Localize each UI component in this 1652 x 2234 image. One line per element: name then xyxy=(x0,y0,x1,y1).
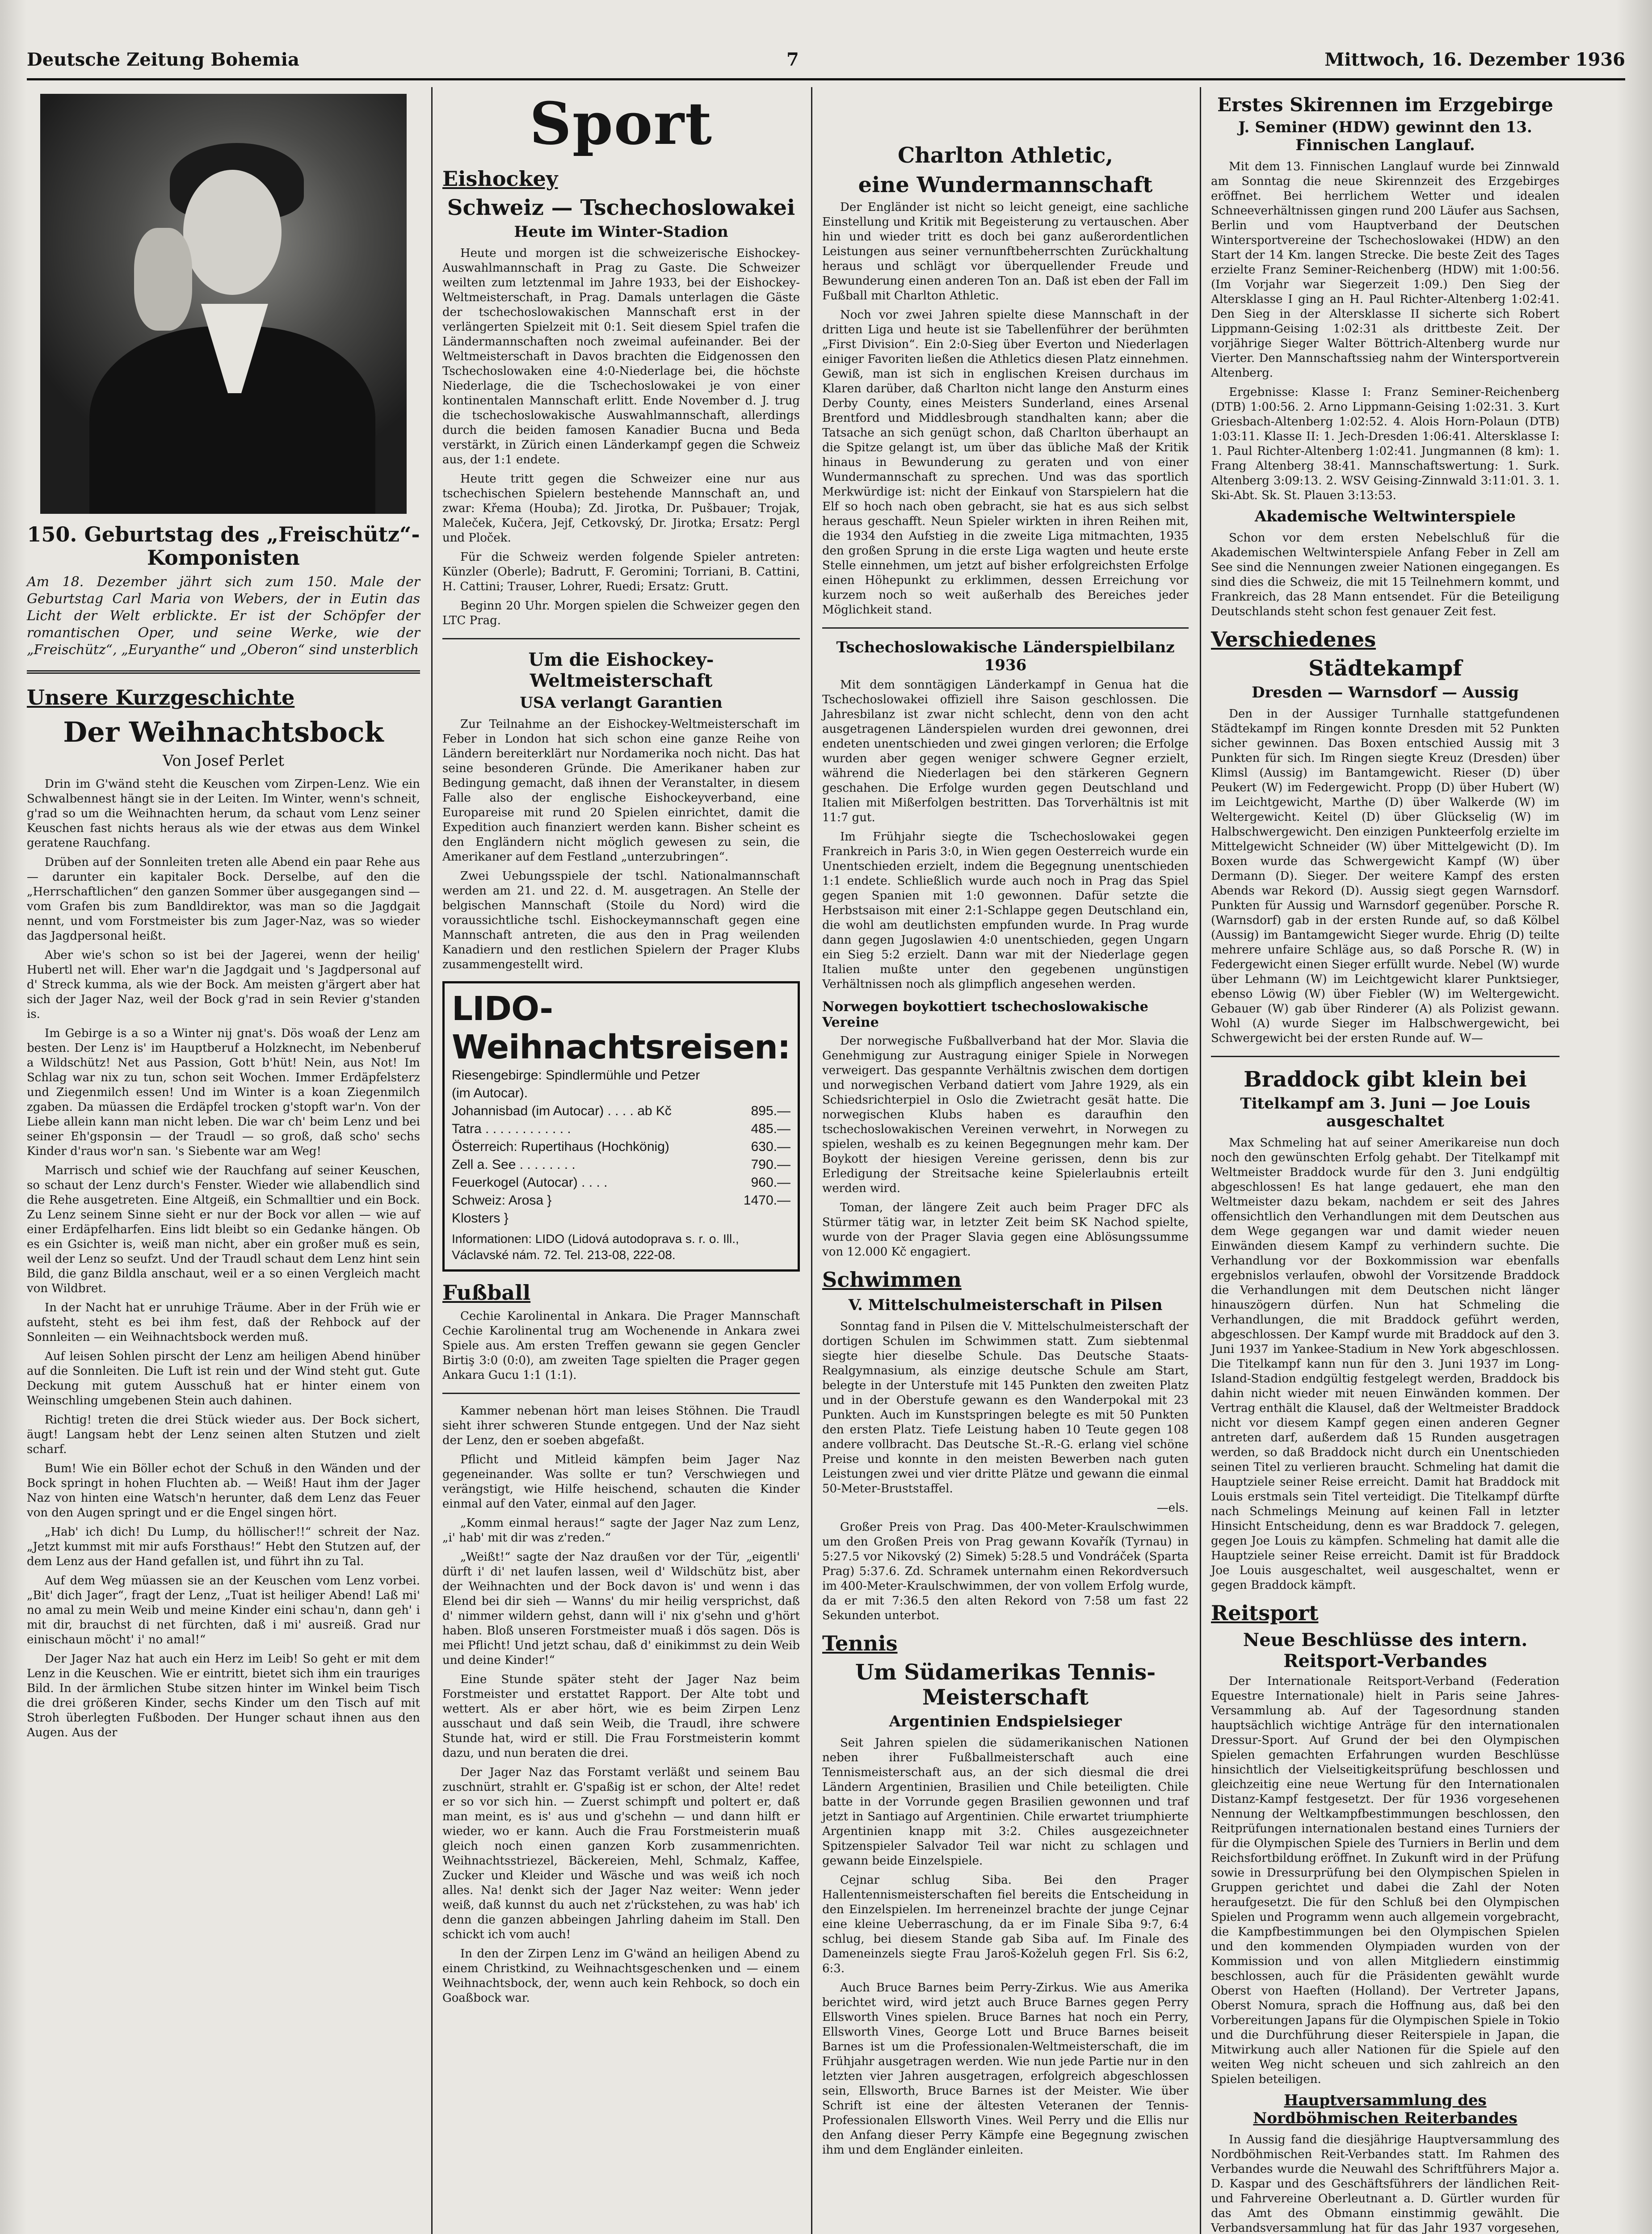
ad-title: LIDO-Weihnachtsreisen: xyxy=(452,990,790,1067)
section-fussball: Fußball xyxy=(442,1281,531,1305)
author-signature: —els. xyxy=(1156,1501,1189,1515)
story-paragraph: Der Jager Naz das Forstamt verläßt und seinem Bau zuschnürt, strahlt er. G'spaßig ist er schon, der Alte! redet er so vor sich hin. — Zuerst schimpft und poltert er, daß man meint, es is' aus und g'schehn — und dann hilft er wieder, wo er kann. Auch die Frau Forstmeisterin muaß gleich noch einen ganzen Korb zusammenrichten. Weihnachtsstriezel, Bäckereien, Mehl, Schmalz, Kaffee, Zucker und Kleider und Wäsche und was weiß ich noch alles. Na! denkt sich der Jager Naz weiter: Wenn jeder weiß, daß kunnst du auch net z'rückstehen, zu was hab' ich denn die ganzen abbeingen Jahrling daheim im Stall. Den schickt ich vom auch! xyxy=(442,1766,800,1941)
story-paragraph: In der Nacht hat er unruhige Träume. Aber in der Früh wie er aufsteht, steht es bei ihm fest, daß der Rehbock auf der Sonnleiten — ein Weihnachtsbock werden muß. xyxy=(27,1301,420,1344)
section-schwimmen: Schwimmen xyxy=(822,1268,962,1292)
story-paragraph: Bum! Wie ein Böller echot der Schuß in den Wänden und der Bock springt in hohen Fluchten ab. — Weiß! Haut ihm der Jager Naz von hinten eine Watsch'n herunter, daß dem Lenz das Feuer von den Augen springt und er die Engel singen hört. xyxy=(27,1462,420,1520)
headline-mittelschulmeisterschaft: V. Mittelschulmeisterschaft in Pilsen xyxy=(848,1296,1163,1314)
column-rule-1 xyxy=(431,87,433,2234)
subheadline-winterstadion: Heute im Winter-Stadion xyxy=(514,223,728,241)
divider xyxy=(442,1393,800,1394)
headline-akademische-spiele: Akademische Weltwinterspiele xyxy=(1254,508,1516,525)
story-paragraph: „Hab' ich dich! Du Lump, du höllischer!!“ schreit der Naz. „Jetzt kummst mit mir aufs Forsthaus!“ Hebt den Stutzen auf, der dem Lenz aus der Hand gefallen ist, und führt ihn zu Tal. xyxy=(27,1525,420,1568)
story-paragraph: Marrisch und schief wie der Rauchfang auf seiner Keuschen, so schaut der Lenz durch's Fenster. Wieder wie allabendlich sind die Rehe ausgetreten. Eine Altgeiß, ein Schmalltier und ein Bock. Zu Lenz seinem Sinne sieht er nur der Bock vor allen — wie auf einer Erdäpfelharfen. Eins lidt bleibt so ein Gedanke hängen. Ob es ein Gsichter is, weiß man nicht, aber ein großer muß es sein, weil der Lenz so seufzt. Und der Traudl schaut dem Lenz hint sein Bild, die ganz Bildla anschaut, weil er a so einen Vergleich macht von Wildbret. xyxy=(27,1164,420,1295)
article-paragraph: Cechie Karolinental in Ankara. Die Prager Mannschaft Cechie Karolinental trug am Wochenende in Ankara zwei Spiele aus. Am ersten Treffen gewann sie gegen Gencler Birtiş 3:0 (0:0), am zweiten Tage spielten die Prager gegen Ankara Gucu 1:1 (1:1). xyxy=(442,1310,800,1382)
ad-row: Tatra . . . . . . . . . . . . 485.— xyxy=(452,1121,790,1136)
subheadline-usa-garantien: USA verlangt Garantien xyxy=(520,694,723,712)
article-paragraph: Toman, der längere Zeit auch beim Prager DFC als Stürmer tätig war, in letzter Zeit beim SK Nachod spielte, wurde von der Prager Slavia gegen eine Ablösungssumme von 12.000 Kč engagiert. xyxy=(822,1201,1189,1259)
masthead-name: Deutsche Zeitung Bohemia xyxy=(27,49,299,70)
article-paragraph: Der Engländer ist nicht so leicht geneigt, eine sachliche Einstellung und Kritik mit Begeisterung zu vertauschen. Aber hin und wieder tritt es doch bei ganz außerordentlichen Leistungen aus seiner vernunftbeherrschten Zurückhaltung heraus und schlägt vor überquellender Freude und Bewunderung einen anderen Ton an. Daß ist eben der Fall im Fußball mit Charlton Athletic. xyxy=(822,201,1189,302)
portrait-caption-title: 150. Geburtstag des „Freischütz“-Komponisten xyxy=(27,522,420,570)
column-3 xyxy=(822,89,1189,2162)
headline-reitsport-verband: Neue Beschlüsse des intern. Reitsport-Verbandes xyxy=(1243,1629,1528,1671)
divider xyxy=(822,627,1189,629)
story-body xyxy=(27,777,420,1740)
story-continuation xyxy=(442,1404,800,2006)
subheadline-argentinien: Argentinien Endspielsieger xyxy=(889,1713,1122,1730)
article-paragraph: Zwei Uebungsspiele der tschl. Nationalmannschaft werden am 21. und 22. d. M. ausgetragen. An Stelle der belgischen Mannschaft (Stoile du Nord) wird die voraussichtliche tschl. Eishockeymannschaft gegen eine Mannschaft antreten, die aus den in Prag weilenden Kanadiern und den restlichen Spielern der Prager Klubs zusammengestellt wird. xyxy=(442,869,800,971)
story-paragraph: Der Jager Naz hat auch ein Herz im Leib! So geht er mit dem Lenz in die Keuschen. Wie er eintritt, bietet sich ihm ein trauriges Bild. In der ärmlichen Stube sitzen hinter im Winkel beim Tisch die drei größeren Kinder, sechs Kinder um den Tisch auf mit Stroh überlegten Fußboden. Der Hunger schaut ihnen aus den Augen. Aus der xyxy=(27,1652,420,1739)
article-paragraph: Beginn 20 Uhr. Morgen spielen die Schweizer gegen den LTC Prag. xyxy=(442,599,800,627)
story-paragraph: Pflicht und Mitleid kämpfen beim Jager Naz gegeneinander. Was sollte er tun? Verschwiegen und verängstigt, wie Hilfe heischend, schauten die Kinder einmal auf den Vater, einmal auf den Jager. xyxy=(442,1453,800,1511)
running-header xyxy=(27,49,1625,80)
headline-skirennen: Erstes Skirennen im Erzgebirge xyxy=(1217,94,1553,116)
ad-row: Feuerkogel (Autocar) . . . . 960.— xyxy=(452,1175,790,1190)
article-paragraph: Sonntag fand in Pilsen die V. Mittelschulmeisterschaft der dortigen Schulen im Schwimmen statt. Zum siebtenmal siegte hier dieselbe Schule. Das Deutsche Staats-Realgymnasium, als einzige deutsche Schule am Start, belegte in der Unterstufe mit 145 Punkten den zweiten Platz und in der Oberstufe gewann es den Wanderpokal mit 23 Punkten. Auch im Kunstspringen belegte es mit 50 Punkten den ersten Platz. Tiefe Leistung haben 10 Teute gegen 108 andere vollbracht. Das Deutsche St.-R.-G. erlang viel schöne Preise und konnte in den meisten Bewerben nach guten Leistungen zwei und vier dritte Plätze und gewann die einmal 50-Meter-Bruststaffel. xyxy=(822,1320,1189,1495)
headline-hauptversammlung: Hauptversammlung des Nordböhmischen Reiterbandes xyxy=(1253,2091,1517,2127)
results-paragraph: Ergebnisse: Klasse I: Franz Seminer-Reichenberg (DTB) 1:00:56. 2. Arno Lippmann-Geising 1:02:31. 3. Kurt Griesbach-Altenberg 1:02:52. 4. Alois Horn-Polaun (DTB) 1:03:11. Klasse II: 1. Jech-Dresden 1:06:41. Altersklasse I: 1. Paul Richter-Altenberg 1:02:41. Jungmannen (8 km): 1. Frang Altenberg 38:41. Mannschaftswertung: 1. Surk. Altenberg 3:09:13. 2. WSV Geising-Zinnwald 3:11:01. 3. 1. Ski-Abt. Sk. St. Plauen 3:13:53. xyxy=(1211,386,1560,502)
headline-braddock: Braddock gibt klein bei xyxy=(1244,1067,1527,1092)
portrait-caption: Am 18. Dezember jährt sich zum 150. Male der Geburtstag Carl Maria von Webers, der in Eutin das Licht der Welt erblickte. Er ist der Schöpfer der romantischen Oper, und seine Werke, wie der „Freischütz“, „Euryanthe“ und „Oberon“ sind unsterblich xyxy=(27,574,420,658)
subheadline-dresden-warnsdorf-aussig: Dresden — Warnsdorf — Aussig xyxy=(1252,684,1519,701)
divider xyxy=(27,670,420,674)
story-paragraph: Auf dem Weg müassen sie an der Keuschen vom Lenz vorbei. „Bit' dich Jager“, fragt der Lenz, „Tuat ist heiliger Abend! Laß mi' no amal zu mein Weib und meine Kinder eini schau'n, dann geh' i mit dir, brauchst di net fürchten, daß i mi' ausreiß. Grad nur einischaun möcht' i' no amal!“ xyxy=(27,1574,420,1646)
ad-row: Österreich: Rupertihaus (Hochkönig) 630.— xyxy=(452,1139,790,1154)
article-paragraph: Cejnar schlug Siba. Bei den Prager Hallentennismeisterschaften fiel bereits die Entscheidung in den Einzelspielen. Im herreneinzel brachte der junge Cejnar eine kleine Ueberraschung, da er im Finale Siba 9:7, 6:4 schlug, bei diesem Stande gab Siba auf. Im Finale des Dameneinzels siegte Frau Jaroš-Koželuh gegen Frl. Sis 6:2, 6:3. xyxy=(822,1873,1189,1975)
section-kurzgeschichte: Unsere Kurzgeschichte xyxy=(27,685,295,710)
section-tennis: Tennis xyxy=(822,1631,898,1655)
ad-info: Informationen: LIDO (Lidová autodoprava s. r. o. Ill., Václavské nám. 72. Tel. 213-08, 222-08. xyxy=(452,1232,739,1262)
story-paragraph: Eine Stunde später steht der Jager Naz beim Forstmeister und erstattet Rapport. Der Alte tobt und wettert. Als er aber hört, wie es beim Zirpen Lenz ausschaut und daß sein Weib, die Traudl, ihre schwere Stunde hat, wird er still. Die Frau Forstmeisterin kommt dazu, und nun beraten die drei. xyxy=(442,1673,800,1760)
subheadline-seminer: J. Seminer (HDW) gewinnt den 13. Finnischen Langlauf. xyxy=(1238,118,1532,154)
article-paragraph: In Aussig fand die diesjährige Hauptversammlung des Nordböhmischen Reit-Verbandes statt. Im Rahmen des Verbandes wurde die Neuwahl des Schriftführers Major a. D. Kaspar und des Geschäftsführers der ländlichen Reit- und Fahrvereine Oberleutnant a. D. Gürtler wurden für das Amt des Obmann einstimmig gewählt. Die Verbandsversammlung hat für das Jahr 1937 vorgesehen, xyxy=(1211,2133,1560,2234)
headline-eishockey-wm: Um die Eishockey-Weltmeisterschaft xyxy=(528,649,714,691)
story-paragraph: Im Gebirge is a so a Winter nij gnat's. Dös woaß der Lenz am besten. Der Lenz is' im Hauptberuf a Holzknecht, im Nebenberuf a Wildschütz! Net aus Passion, Gott b'hüt! Nein, aus Not! Im Schlag war nix zu tun, schon seit Wochen. Immer Erdäpfelsterz und Ziegenmilch essen! Und im Winter is a koan Ziegenmilch zgaben. Da müassen die Erdäpfel trocken g'stopft war'n. Von der Liebe allein kann man nicht leben. Die war ch' beim Lenz und bei seiner Eh'gsponsin — der Traudl — so groß, daß scho' sechs Kinder d'raus wor'n san. 's Siebente war am Weg! xyxy=(27,1027,420,1158)
story-paragraph: Drin im G'wänd steht die Keuschen vom Zirpen-Lenz. Wie ein Schwalbennest hängt sie in der Leiten. Im Winter, wenn's schneit, g'rad so um die Weihnachten herum, da schaut vom Lenz seiner Keuschen fast nichts heraus als wie der etwas aus dem Winkel geratene Rauchfang. xyxy=(27,777,420,850)
story-paragraph: Richtig! treten die drei Stück wieder aus. Der Bock sichert, äugt! Langsam hebt der Lenz seinen alten Stutzen und zielt scharf. xyxy=(27,1413,420,1456)
story-title: Der Weihnachtsbock xyxy=(63,716,384,748)
article-paragraph: Im Frühjahr siegte die Tschechoslowakei gegen Frankreich in Paris 3:0, in Wien gegen Oesterreich wurde ein Unentschieden erzielt, indem die Begegnung unentschieden 1:1 endete. Schließlich wurde auch noch in Prag das Spiel gegen Spanien mit 1:0 gewonnen. Dafür setzte die Herbstsaison mit einer 2:1-Schlappe gegen Deutschland ein, die wohl am deutlichsten empfunden wurde. In Prag wurde dann gegen Jugoslawien 4:0 unentschieden, gegen Ungarn ein Sieg 5:2 erzielt. Dann war mit der Niederlage gegen Italien mußte unter den gegebenen ungünstigen Verhältnissen noch als glimpflich angesehen werden. xyxy=(822,830,1189,991)
column-rule-3 xyxy=(1200,87,1201,2234)
story-byline: Von Josef Perlet xyxy=(162,752,285,770)
story-paragraph: Kammer nebenan hört man leises Stöhnen. Die Traudl sieht ihrer schweren Stunde entgegen. Und der Naz sieht der Lenz, den er soeben abgefaßt. xyxy=(442,1404,800,1447)
article-paragraph: Zur Teilnahme an der Eishockey-Weltmeisterschaft im Feber in London hat sich schon eine ganze Reihe von Ländern bereiterklärt nur Nordamerika noch nicht. Das hat seine besonderen Gründe. Die Amerikaner haben zur Bedingung gemacht, daß ihnen der Veranstalter, in diesem Falle also der englische Eishockeyverband, eine Europareise mit rund 20 Spielen einrichtet, damit die Expedition auch finanziert werden kann. Bisher scheint es den Engländern nicht möglich gewesen zu sein, die Amerikaner auf dem Festland „unterzubringen“. xyxy=(442,718,800,864)
story-paragraph: In den der Zirpen Lenz im G'wänd an heiligen Abend zu einem Christkind, zu Weihnachtsgeschenken und — einem Weihnachtsbock, der, wenn auch kein Rehbock, so doch ein Goaßbock war. xyxy=(442,1947,800,2005)
story-paragraph: „Weißt!“ sagte der Naz draußen vor der Tür, „eigentli' dürft i' di' net laufen lassen, weil d' Wildschütz bist, aber der Weihnachten und der Bock davon is' und wenn i das Elend bei dir sieh — Wanns' du mir heilig versprichst, daß d' nimmer wildern gehst, dann will i' nix g'sehn und g'hört haben. Bloß unseren Forstmeister muaß i dös sagen. Dös is mei Pflicht! Und jetzt schau, daß d' einikimmst zu dein Weib und deine Kinder!“ xyxy=(442,1550,800,1667)
article-paragraph: Der Internationale Reitsport-Verband (Federation Equestre Internationale) hielt in Paris seine Jahres-Versammlung ab. Auf der Tagesordnung standen hauptsächlich wichtige Anträge für den internationalen Dressur-Sport. Auf Grund der bei den Olympischen Spielen gemachten Erfahrungen wurden Beschlüsse hinsichtlich der Vielseitigkeitsprüfung beschlossen und gleichzeitig eine neue Wertung für den Internationalen Distanz-Kampf festgesetzt. Der für 1936 vorgesehenen Nennung der Weltkampfbestimmungen beschlossen, den Reitprüfungen internationalen bestand eines Turniers der für die Olympischen Spiele des Turniers in Berlin und dem Reichsfortbildung eröffnet. In Zukunft wird in der Prüfung sowie in Dressurprüfung bei den Olympischen Spielen in Gruppen gerichtet und dabei die Zahl der Noten heraufgesetzt. Die für den Schluß bei den Olympischen Spielen und Programm wenn auch allgemein vorgebracht, die Kampfbestimmungen bei den Olympischen Spielen und den kommenden Olympiaden wurden von der Kommission und von allen Mitgliedern einstimmig beschlossen, auch für die Präsidenten gewählt wurde Oberst von Haeften (Holland). Der Vertreter Japans, Oberst Nomura, sprach die Hoffnung aus, daß bei den Vorbereitungen Japans für die Olympischen Spiele in Tokio und die Durchführung dieser Reiterspiele in Japan, die Mitwirkung auch aller Nationen für die Spiele auf den weiten Weg nicht scheuen und sich zahlreich an den Spielen beteiligen. xyxy=(1211,1675,1560,2086)
article-paragraph: Den in der Aussiger Turnhalle stattgefundenen Städtekampf im Ringen konnte Dresden mit 52 Punkten sicher gewinnen. Das Boxen entschied Aussig mit 3 Punkten für sich. Im Ringen siegte Kreuz (Dresden) über Klimsl (Aussig) im Bantamgewicht. Rieser (D) über Peukert (W) im Federgewicht. Propp (D) über Hubert (W) im Leichtgewicht, Marthe (D) über Walkerde (W) im Weltergewicht. Keitel (D) über Glückselig (W) im Halbschwergewicht. Den einzigen Punkteerfolg erzielte im Mittelgewicht Schneider (W) über Mittelgewicht (D). Im Boxen wurde das Schwergewicht Kampf (W) über Dermann (D). Sieger. Der weitere Kampf des ersten Abends war Rekord (D). Aussig siegt gegen Warnsdorf. Punkten für Aussig und Warnsdorf gegenüber. Porsche R. (Warnsdorf) gab in der ersten Runde auf, so daß Kölbel (Aussig) im Bantamgewicht Sieger wurde. Ehrig (D) teilte mehrere unfaire Schläge aus, so daß Porsche R. (W) in Federgewicht einen Sieger erfüllt wurde. Nebel (W) wurde über Lehmann (W) im Leichtgewicht klarer Punktsieger, ebenso Löwig (W) über Fiebler (W) im Weltergewicht. Gebauer (W) gab über Rinderer (A) als Polizist gewann. Wohl (A) wurde Sieger im Halbschwergewicht, bei Schwergewicht bei der ersten Runde auf. W— xyxy=(1211,707,1560,1045)
scan-edge-left xyxy=(0,0,27,2234)
article-paragraph: Mit dem 13. Finnischen Langlauf wurde bei Zinnwald am Sonntag die neue Skirennzeit des Erzgebirges eröffnet. Bei herrlichem Wetter und idealen Schneeverhältnissen gingen rund 200 Läufer aus Sachsen, Berlin und vom Hauptverband der Deutschen Wintersportvereine der Tschechoslowakei (HDW) an den Start der 14 Km. langen Strecke. Die beste Zeit des Tages erzielte Franz Seminer-Reichenberg (HDW) mit 1:00:56. (Im Vorjahr war Siegerzeit 1:09.) Den Sieg der Altersklasse I ging an H. Paul Richter-Altenberg 1:02:41. Den Sieg in der Altersklasse II sicherte sich Robert Lippmann-Geising 1:02:31 als drittbeste Zeit. Der vorjährige Sieger Walter Böttrich-Altenberg wurde nur Vierter. Den Mannschaftssieg nahm der Wintersportverein Altenberg. xyxy=(1211,160,1560,380)
ad-row: Johannisbad (im Autocar) . . . . ab Kč 895.— xyxy=(452,1104,790,1118)
divider xyxy=(442,638,800,639)
headline-charlton: Charlton Athletic, xyxy=(897,143,1114,168)
article-paragraph: Der norwegische Fußballverband hat der Mor. Slavia die Genehmigung zur Austragung einiger Spiele in Norwegen verweigert. Das gespannte Verhältnis zwischen dem dortigen und norwegischen Verband datiert vom Jahre 1929, als ein Schiedsrichterpiel in Oslo die Zwietracht gesät hatte. Die norwegischen Klubs haben es daraufhin den tschechoslowakischen Vereinen verwehrt, in Norwegen zu spielen, weshalb es zu keinen Begegnungen mehr kam. Der Boykott der hiesigen Vereine gerissen, denn bis zur Erledigung der Streitsache keine Spielerlaubnis erteilt werden wird. xyxy=(822,1034,1189,1195)
article-paragraph: Mit dem sonntägigen Länderkampf in Genua hat die Tschechoslowakei offiziell ihre Saison geschlossen. Die Jahresbilanz ist zwar nicht schlecht, denn von den acht ausgetragenen Länderspielen wurden drei gewonnen, drei endeten unentschieden und zwei gingen verloren; die Erfolge wurden aber gegen weniger schwere Gegner erzielt, während die Niederlagen bei den stärkeren Gegnern geschahen. Die Erfolge wurden gegen Deutschland und Italien mit Mißerfolgen bestritten. Das Torverhältnis ist mit 11:7 gut. xyxy=(822,678,1189,824)
header-rule xyxy=(27,78,1625,80)
article-paragraph: Schon vor dem ersten Nebelschluß für die Akademischen Weltwinterspiele Anfang Feber in Zell am See sind die Nennungen zweier Nationen eingegangen. Es sind dies die Schweiz, die mit 15 Teilnehmern kommt, und Frankreich, das 28 Mann entsendet. Für die Beteiligung Deutschlands steht schon fest genauer Zeit fest. xyxy=(1211,531,1560,618)
article-paragraph: Auch Bruce Barnes beim Perry-Zirkus. Wie aus Amerika berichtet wird, wird jetzt auch Bruce Barnes gegen Perry Ellsworth Vines spielen. Bruce Barnes hat noch ein Perry, Ellsworth Vines, George Lott und Bruce Barnes beiseit Barnes ist um die Professionalen-Weltmeisterschaft, die im Frühjahr ausgetragen werden. Wie nun jede Partie nur in den letzten vier Jahren ausgetragen, erfolgreich abgeschlossen sein, Ellsworth, Bruce Barnes ist der Meister. Wie über Schrift ist eine der ältesten Veteranen der Tennis-Professionalen Ellsworth Vines. Weil Perry und die Ellis nur den Anfang dieser Perry Kämpfe eine Begegnung zwischen ihm und dem Engländer einleiten. xyxy=(822,1981,1189,2157)
ad-row: Zell a. See . . . . . . . . 790.— xyxy=(452,1157,790,1172)
headline-suedamerika-tennis: Um Südamerikas Tennis-Meisterschaft xyxy=(855,1660,1156,1710)
weber-portrait xyxy=(40,94,407,514)
lido-advertisement xyxy=(442,981,800,1272)
headline-laenderspielbilanz: Tschechoslowakische Länderspielbilanz 1936 xyxy=(836,638,1175,674)
subheadline-wundermannschaft: eine Wundermannschaft xyxy=(858,172,1153,197)
issue-date: Mittwoch, 16. Dezember 1936 xyxy=(1324,49,1625,70)
ad-row: Riesengebirge: Spindlermühle und Petzer (im Autocar). xyxy=(452,1068,700,1100)
story-paragraph: Drüben auf der Sonnleiten treten alle Abend ein paar Rehe aus — darunter ein kapitaler Bock. Derselbe, auf den die „Herrschaftlichen“ den ganzen Sommer über ausgegangen sind — vom Grafen bis zum Bandldirektor, was man so die Jagdgait nennt, und vom Forstmeister bis zum Jager-Naz, was so wieder das Jagdpersonal heißt. xyxy=(27,856,420,943)
column-4 xyxy=(1211,89,1560,2234)
column-1 xyxy=(27,89,420,1745)
article-paragraph: Max Schmeling hat auf seiner Amerikareise nun doch noch den gewünschten Erfolg gehabt. Der Titelkampf mit Weltmeister Braddock wurde für den 3. Juni endgültig abgeschlossen! Es hat lange gedauert, ehe man den Weltmeister dazu bekam, nachdem er seit des Jahres offensichtlich den Verhandlungen mit dem Deutschen aus dem Wege gegangen war und damit wieder neuen Einwänden diesem Kampf zu verhindern suchte. Die Verhandlung vor der Boxkommission war ebenfalls ergebnislos verlaufen, obwohl der Vorsitzende Braddock die Verhandlungen mit dem Deutschen nicht länger hinauszögern dürfen. Nun hat Schmeling die Verhandlungen, die mit Braddock geführt werden, abgeschlossen. Der Kampf wurde mit Braddock auf den 3. Juni 1937 im Yankee-Stadium in New York abgeschlossen. Die Titelkampf kann nun für den 3. Juni 1937 im Long-Island-Stadion endgültig festgelegt werden, Braddock bis dahin nicht wieder mit neuen Einwänden kommen. Der Vertrag enthält die Klausel, daß der Weltmeister Braddock nicht vor diesem Kampf gegen einen anderen Gegner antreten darf, außerdem daß 15 Runden ausgetragen werden, so daß Braddock nicht durch ein Unentschieden seinen Titel zu verlieren braucht. Schmeling hat damit die Hauptziele seiner Reise erreicht. Damit hat Braddock mit Louis erstmals sein Titel verteidigt. Die Titelkampf dürfte nach Schmelings Meinung auf keinen Fall in letzter Hinsicht Entscheidung, denn es war Braddock 7. gelegen, gegen Joe Louis zu kämpfen. Schmeling hat damit alle die Hauptziele seiner Reise erreicht. Damit ist für Braddock Joe Louis ausgeschaltet, weil ausgeschaltet, wenn er gegen Braddock kämpft. xyxy=(1211,1136,1560,1592)
article-paragraph: Noch vor zwei Jahren spielte diese Mannschaft in der dritten Liga und heute ist sie Tabellenführer der berühmten „First Division“. Ein 2:0-Sieg über Everton und Niederlagen einiger Favoriten ließen die Athletics diesen Platz einnehmen. Gewiß, man ist sich in englischen Kreisen durchaus im Klaren darüber, daß Charlton nicht lange den Ansturm eines Derby County, eines Meisters Sunderland, eines Arsenal Brentford und Middlesbrough standhalten kann; aber die Tatsache an sich genügt schon, daß Charlton überhaupt an die Spitze gelangt ist, um über das übliche Maß der Kritik hinaus in Bewunderung zu geraten und von einer Wundermannschaft zu sprechen. Und was das sportlich Merkwürdige ist: nicht der Einkauf von Starspielern hat die Elf so hoch nach oben gebracht, sie hat es aus sich selbst heraus geschafft. Neun Spieler wirkten in ihren Reihen mit, die 1934 den Aufstieg in die zweite Liga mitmachten, 1935 den großen Sprung in die erste Liga wagten und heute erste Stelle einnehmen, um jetzt auf bisher erfolgreichsten Erfolge einen Höhepunkt zu erklimmen, dessen Erreichung vor kurzem noch so weit außerhalb des Bereiches jeder Möglichkeit stand. xyxy=(822,308,1189,617)
article-paragraph: Heute und morgen ist die schweizerische Eishockey-Auswahlmannschaft in Prag zu Gaste. Die Schweizer weilten zum letztenmal im Jahre 1933, bei der Eishockey-Weltmeisterschaft, in Prag. Damals unterlagen die Gäste der tschechoslowakischen Mannschaft erst in der verlängerten Spielzeit mit 0:1. Seit diesem Spiel trafen die Ländermannschaften noch zweimal aufeinander. Bei der Weltmeisterschaft in Davos brachten die Eidgenossen den Tschechoslowaken eine 4:0-Niederlage bei, die höchste Niederlage, die die Tschechoslowakei je von einer kontinentalen Mannschaft erlitt. Ende November d. J. trug die tschechoslowakische Auswahlmannschaft, allerdings durch die beiden famosen Kanadier Bucna und Beda verstärkt, in Zürich einen Länderkampf gegen die Schweiz aus, der 1:1 endete. xyxy=(442,247,800,466)
story-paragraph: „Komm einmal heraus!“ sagte der Jager Naz zum Lenz, „i' hab' mit dir was z'reden.“ xyxy=(442,1516,800,1545)
section-eishockey: Eishockey xyxy=(442,167,558,191)
story-paragraph: Aber wie's schon so ist bei der Jagerei, wenn der heilig' Hubertl net will. Eher war'n die Jagdgait und 's Jagdpersonal auf d' Streck kumma, als wie der Bock. Am meisten g'ärgert aber hat sich der Jager Naz, weil der Bock g'rad in sein Revier g'standen is. xyxy=(27,949,420,1021)
divider xyxy=(1211,1056,1560,1057)
ad-row: Klosters } xyxy=(452,1211,509,1226)
article-paragraph: Großer Preis von Prag. Das 400-Meter-Kraulschwimmen um den Großen Preis von Prag gewann Kovařík (Tyrnau) in 5:27.5 vor Nikovský (2) Simek) 5:28.5 und Vondráček (Sparta Prag) 5:37.6. Zd. Schramek unternahm einen Rekordversuch im 400-Meter-Kraulschwimmen, der von vollem Erfolg wurde, da er mit 7:36.5 den alten Rekord von 7:58 um fast 22 Sekunden unterbot. xyxy=(822,1520,1189,1622)
column-2 xyxy=(442,89,800,2010)
column-rule-2 xyxy=(811,87,812,2234)
headline-schweiz-csr: Schweiz — Tschechoslowakei xyxy=(447,195,795,220)
section-reitsport: Reitsport xyxy=(1211,1601,1319,1625)
article-paragraph: Heute tritt gegen die Schweizer eine nur aus tschechischen Spielern bestehende Mannschaft an, und zwar: Křema (Houba); Zd. Jirotka, Dr. Pušbauer; Trojak, Maleček, Kučera, Jejf, Cetkovský, Dr. Jirotka; Ersatz: Pergl und Ploček. xyxy=(442,472,800,545)
ad-row: Schweiz: Arosa } 1470.— xyxy=(452,1193,790,1208)
article-paragraph: Seit Jahren spielen die südamerikanischen Nationen neben ihrer Fußballmeisterschaft auch eine Tennismeisterschaft aus, an der sich diesmal die drei Ländern Argentinien, Brasilien und Chile beteiligten. Chile batte in der Vorrunde gegen Brasilien gewonnen und traf jetzt in Santiago auf Argentinien. Chile erwartet triumphierte Argentinien knapp mit 3:2. Chiles ausgezeichneter Spitzenspieler Salvador Teil war nicht zu schlagen und gewann beide Einzelspiele. xyxy=(822,1736,1189,1868)
scan-edge-right xyxy=(1616,0,1652,2234)
section-verschiedenes: Verschiedenes xyxy=(1211,627,1376,651)
article-paragraph: Für die Schweiz werden folgende Spieler antreten: Künzler (Oberle); Badrutt, F. Geromini; Torriani, B. Cattini, H. Cattini; Trauser, Lohrer, Ruedi; Ersatz: Grutt. xyxy=(442,550,800,593)
page-number: 7 xyxy=(786,49,799,70)
sport-section-title: Sport xyxy=(529,89,713,158)
headline-norwegen: Norwegen boykottiert tschechoslowakische Vereine xyxy=(822,999,1148,1030)
story-paragraph: Auf leisen Sohlen pirscht der Lenz am heiligen Abend hinüber auf die Sonnleiten. Die Luft ist rein und der Wind steht gut. Gute Deckung mit gutem Ausschuß hat er hinter einem von Weinschling umgebenen Stein auch dahinen. xyxy=(27,1350,420,1407)
subheadline-titelkampf: Titelkampf am 3. Juni — Joe Louis ausgeschaltet xyxy=(1240,1095,1530,1130)
headline-staedtekampf: Städtekampf xyxy=(1308,656,1462,681)
